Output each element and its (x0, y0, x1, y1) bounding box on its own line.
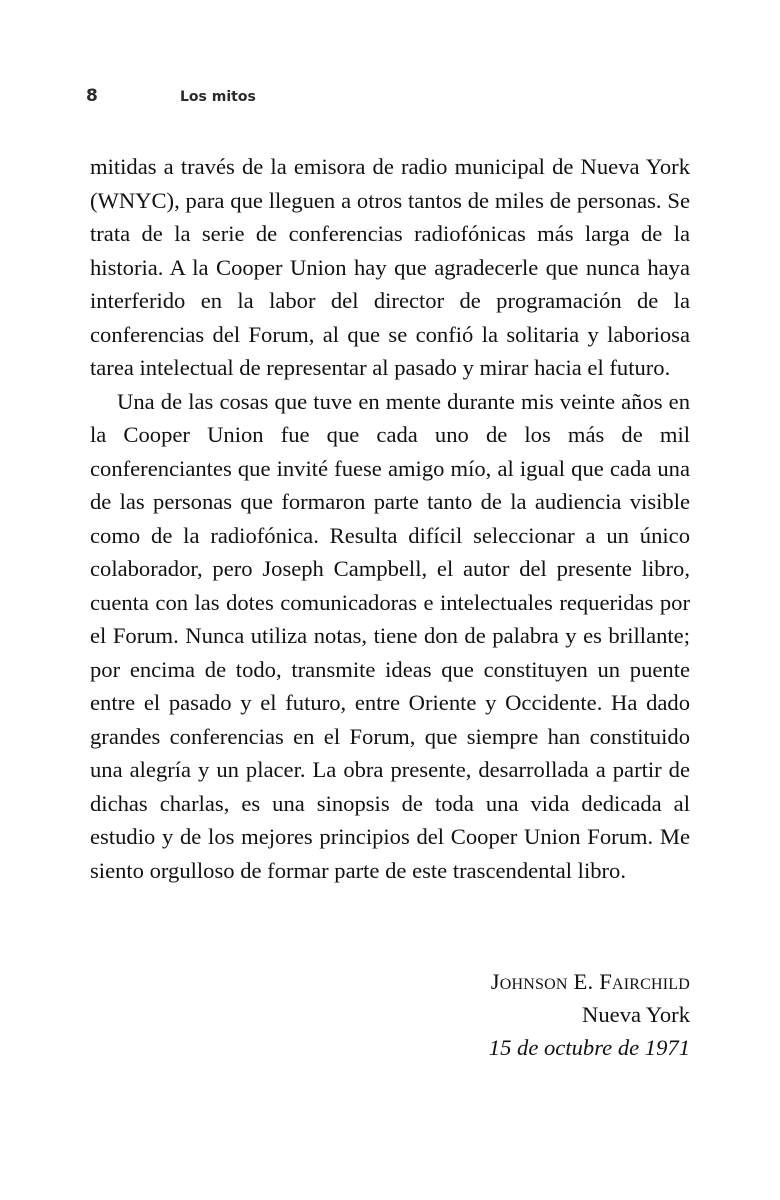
page-number: 8 (86, 86, 98, 106)
running-head (86, 86, 256, 110)
signature-author: Johnson E. Fairchild (490, 969, 690, 994)
paragraph-main: Una de las cosas que tuve en mente durante mis veinte años en la Cooper Union fue que cada uno de los más de mil conferenciantes que invité fuese amigo mío, al igual que cada una de las personas que formaron parte tanto de la audiencia visible como de la radiofónica. Resulta difícil seleccionar a un único colaborador, pero Joseph Campbell, el autor del presente libro, cuenta con las dotes comunicadoras e intelectuales requeridas por el Forum. Nunca utiliza notas, tiene don de palabra y es brillante; por encima de todo, transmite ideas que constituyen un puente entre el pasado y el futuro, entre Oriente y Occidente. Ha dado grandes conferencias en el Forum, que siempre han constituido una alegría y un placer. La obra presente, desarrollada a partir de dichas charlas, es una sinopsis de toda una vida dedicada al estudio y de los mejores principios del Cooper Union Forum. Me siento orgulloso de formar parte de este trascendental libro. (90, 388, 690, 883)
signature-block (489, 965, 690, 1064)
paragraph-continuation: mitidas a través de la emisora de radio municipal de Nueva York (WNYC), para que lleguen a otros tantos de miles de personas. Se trata de la serie de conferencias radiofónicas más larga de la historia. A la Cooper Union hay que agradecerle que nunca haya interferido en la labor del director de programación de la conferencias del Forum, al que se confió la solitaria y laboriosa tarea intelectual de representar al pasado y mirar hacia el futuro. (90, 154, 690, 380)
signature-place: Nueva York (582, 1002, 690, 1027)
signature-date: 15 de octubre de 1971 (488, 1035, 690, 1060)
body-text (90, 150, 690, 887)
running-title: Los mitos (180, 89, 256, 105)
